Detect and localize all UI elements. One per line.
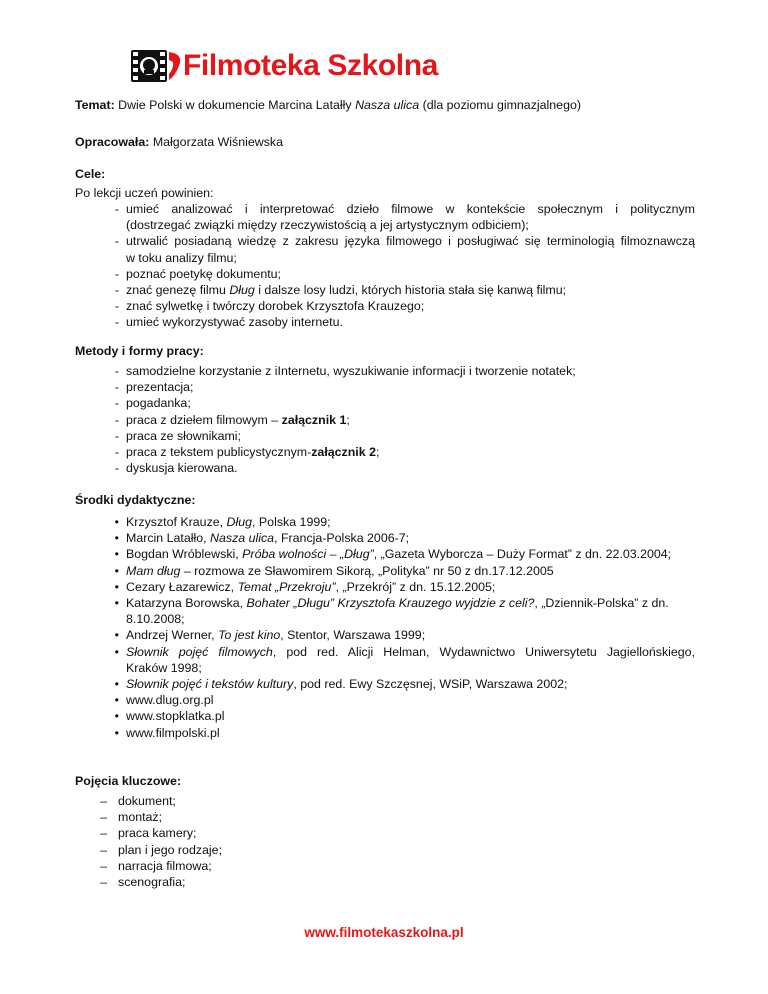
goal-text: umieć analizować i interpretować dzieło filmowe w kontekście społecznym i politycznym xyxy=(126,202,695,216)
bullet-marker: • xyxy=(114,547,119,562)
ref-details: , „Dziennik-Polska” z dn. xyxy=(534,596,669,611)
ref-link[interactable]: www.dlug.org.pl xyxy=(126,693,214,708)
ref-title: To jest kino xyxy=(218,628,281,643)
author-name: Małgorzata Wiśniewska xyxy=(152,135,283,149)
author-line xyxy=(75,134,695,150)
term-text: praca kamery; xyxy=(118,826,197,841)
list-item xyxy=(75,298,695,314)
key-terms-heading: Pojęcia kluczowe: xyxy=(75,774,182,788)
goal-text: utrwalić posiadaną wiedzę z zakresu języka filmowego i posługiwać się terminologią filmoznawczą xyxy=(126,234,695,249)
ref-details-cont: Kraków 1998; xyxy=(126,660,202,675)
film-title: Dług xyxy=(229,283,255,298)
brand-logo xyxy=(129,46,438,86)
goals-list xyxy=(75,201,695,331)
list-marker: - xyxy=(114,412,119,427)
list-item xyxy=(75,379,695,395)
ref-details: , Stentor, Warszawa 1999; xyxy=(280,628,426,643)
ref-title: Słownik pojęć filmowych xyxy=(126,644,273,659)
key-terms-list xyxy=(75,793,695,890)
goal-text: umieć wykorzystywać zasoby internetu. xyxy=(126,315,343,330)
bullet-marker: • xyxy=(114,563,119,578)
ref-details: , pod red. Ewy Szczęsnej, WSiP, Warszawa 2002; xyxy=(293,677,568,692)
list-marker: – xyxy=(100,810,107,825)
goal-text: znać genezę filmu xyxy=(126,283,230,298)
ref-details: , „Przekrój” z dn. 15.12.2005; xyxy=(335,579,496,594)
term-text: narracja filmowa; xyxy=(118,858,212,873)
bullet-marker: • xyxy=(114,693,119,708)
list-marker: - xyxy=(114,380,119,395)
bullet-marker: • xyxy=(114,515,119,529)
ref-details: , Polska 1999; xyxy=(252,515,331,529)
method-text: samodzielne korzystanie z iInternetu, wyszukiwanie informacji i tworzenie notatek; xyxy=(126,364,576,378)
topic-level: (dla poziomu gimnazjalnego) xyxy=(422,98,581,112)
ref-author: Krzysztof Krauze, xyxy=(126,515,227,529)
goal-text-cont: (dostrzegać związki między rzeczywistością a jej artystycznym odbiciem); xyxy=(126,218,529,233)
term-text: scenografia; xyxy=(118,875,186,890)
list-marker: – xyxy=(100,826,107,841)
author-label: Opracowała: xyxy=(75,135,150,149)
ref-author: Cezary Łazarewicz, xyxy=(126,579,238,594)
goal-text-cont: w toku analizy filmu; xyxy=(126,250,237,265)
ref-author: Marcin Latałło, xyxy=(126,531,211,546)
list-item xyxy=(75,282,695,298)
list-marker: - xyxy=(114,315,119,330)
list-marker: - xyxy=(114,396,119,411)
bullet-marker: • xyxy=(114,531,119,546)
list-item xyxy=(75,546,695,562)
method-text: praca z dziełem filmowym – xyxy=(126,412,282,427)
topic-film-title: Nasza ulica xyxy=(355,98,420,112)
list-marker: – xyxy=(100,858,107,873)
film-camera-logo-icon xyxy=(129,46,185,86)
bullet-marker: • xyxy=(114,596,119,611)
list-marker: - xyxy=(114,202,119,216)
ref-details: – rozmowa ze Sławomirem Sikorą, „Polityka” nr 50 z dn.17.12.2005 xyxy=(180,563,554,578)
list-marker: - xyxy=(114,266,119,281)
list-marker: – xyxy=(100,842,107,857)
list-item xyxy=(75,530,695,546)
list-item xyxy=(75,676,695,692)
goal-text-rest: i dalsze losy ludzi, których historia stała się kanwą filmu; xyxy=(254,283,567,298)
list-item xyxy=(75,627,695,643)
ref-details: , pod red. Alicji Helman, Wydawnictwo Uniwersytetu Jagiellońskiego, xyxy=(272,644,696,659)
ref-details: , „Gazeta Wyborcza – Duży Format” z dn. 22.03.2004; xyxy=(373,547,672,562)
topic-label: Temat: xyxy=(75,98,115,112)
list-item xyxy=(75,563,695,579)
method-text: praca ze słownikami; xyxy=(126,428,242,443)
list-item xyxy=(75,842,695,858)
list-item xyxy=(75,514,695,530)
methods-heading: Metody i formy pracy: xyxy=(75,344,204,358)
list-item xyxy=(75,266,695,282)
list-item xyxy=(75,644,695,676)
ref-title: Temat „Przekroju” xyxy=(237,579,336,594)
footer-url[interactable]: www.filmotekaszkolna.pl xyxy=(304,925,464,940)
term-text: montaż; xyxy=(118,810,163,825)
goals-heading: Cele: xyxy=(75,167,106,181)
list-item xyxy=(75,595,695,627)
bullet-marker: • xyxy=(114,644,119,659)
list-item xyxy=(75,579,695,595)
term-text: plan i jego rodzaje; xyxy=(118,842,223,857)
list-item xyxy=(75,412,695,428)
ref-title: Dług xyxy=(226,515,253,529)
list-item xyxy=(75,428,695,444)
term-text: dokument; xyxy=(118,794,176,808)
list-item xyxy=(75,874,695,890)
list-item xyxy=(75,314,695,330)
method-text-rest: ; xyxy=(375,445,380,460)
list-marker: – xyxy=(100,794,107,808)
list-item xyxy=(75,825,695,841)
ref-details-cont: 8.10.2008; xyxy=(126,612,185,627)
ref-title: Próba wolności – „Dług” xyxy=(242,547,374,562)
ref-title: Bohater „Długu” Krzysztofa Krauzego wyjdzie z celi? xyxy=(246,596,535,611)
goals-intro: Po lekcji uczeń powinien: xyxy=(75,186,214,200)
ref-link[interactable]: www.filmpolski.pl xyxy=(126,725,220,740)
bullet-marker: • xyxy=(114,628,119,643)
list-item xyxy=(75,708,695,724)
list-marker: - xyxy=(114,299,119,314)
ref-title: Nasza ulica xyxy=(210,531,275,546)
ref-title: Słownik pojęć i tekstów kultury xyxy=(126,677,294,692)
list-item xyxy=(75,233,695,265)
ref-author: Bogdan Wróblewski, xyxy=(126,547,243,562)
goal-text: znać sylwetkę i twórczy dorobek Krzysztofa Krauzego; xyxy=(126,299,425,314)
ref-author: Andrzej Werner, xyxy=(126,628,219,643)
topic-text: Dwie Polski w dokumencie Marcina Latałły xyxy=(118,98,352,112)
list-marker: - xyxy=(114,445,119,460)
attachment-ref: załącznik 1 xyxy=(281,412,347,427)
materials-list xyxy=(75,514,695,741)
list-marker: - xyxy=(114,461,119,476)
topic-line xyxy=(75,97,695,113)
method-text: pogadanka; xyxy=(126,396,191,411)
ref-details: , Francja-Polska 2006-7; xyxy=(274,531,410,546)
list-item xyxy=(75,809,695,825)
ref-link[interactable]: www.stopklatka.pl xyxy=(126,709,225,724)
bullet-marker: • xyxy=(114,709,119,724)
list-item xyxy=(75,793,695,809)
ref-author: Katarzyna Borowska, xyxy=(126,596,247,611)
list-item xyxy=(75,363,695,379)
method-text: praca z tekstem publicystycznym- xyxy=(126,445,312,460)
list-item xyxy=(75,858,695,874)
methods-list xyxy=(75,363,695,476)
list-marker: - xyxy=(114,364,119,378)
list-marker: - xyxy=(114,234,119,249)
list-item xyxy=(75,201,695,233)
list-item xyxy=(75,692,695,708)
list-marker: – xyxy=(100,875,107,890)
bullet-marker: • xyxy=(114,579,119,594)
ref-title: Mam dług xyxy=(126,563,181,578)
list-marker: - xyxy=(114,283,119,298)
list-item xyxy=(75,725,695,741)
method-text: prezentacja; xyxy=(126,380,194,395)
list-item xyxy=(75,444,695,460)
brand-name: Filmoteka Szkolna xyxy=(183,49,438,82)
list-item xyxy=(75,460,695,476)
materials-heading: Środki dydaktyczne: xyxy=(75,493,196,507)
attachment-ref: załącznik 2 xyxy=(311,445,376,460)
bullet-marker: • xyxy=(114,677,119,692)
list-item xyxy=(75,395,695,411)
method-text-rest: ; xyxy=(346,412,350,427)
list-marker: - xyxy=(114,428,119,443)
goal-text: poznać poetykę dokumentu; xyxy=(126,266,281,281)
bullet-marker: • xyxy=(114,725,119,740)
method-text: dyskusja kierowana. xyxy=(126,461,238,476)
